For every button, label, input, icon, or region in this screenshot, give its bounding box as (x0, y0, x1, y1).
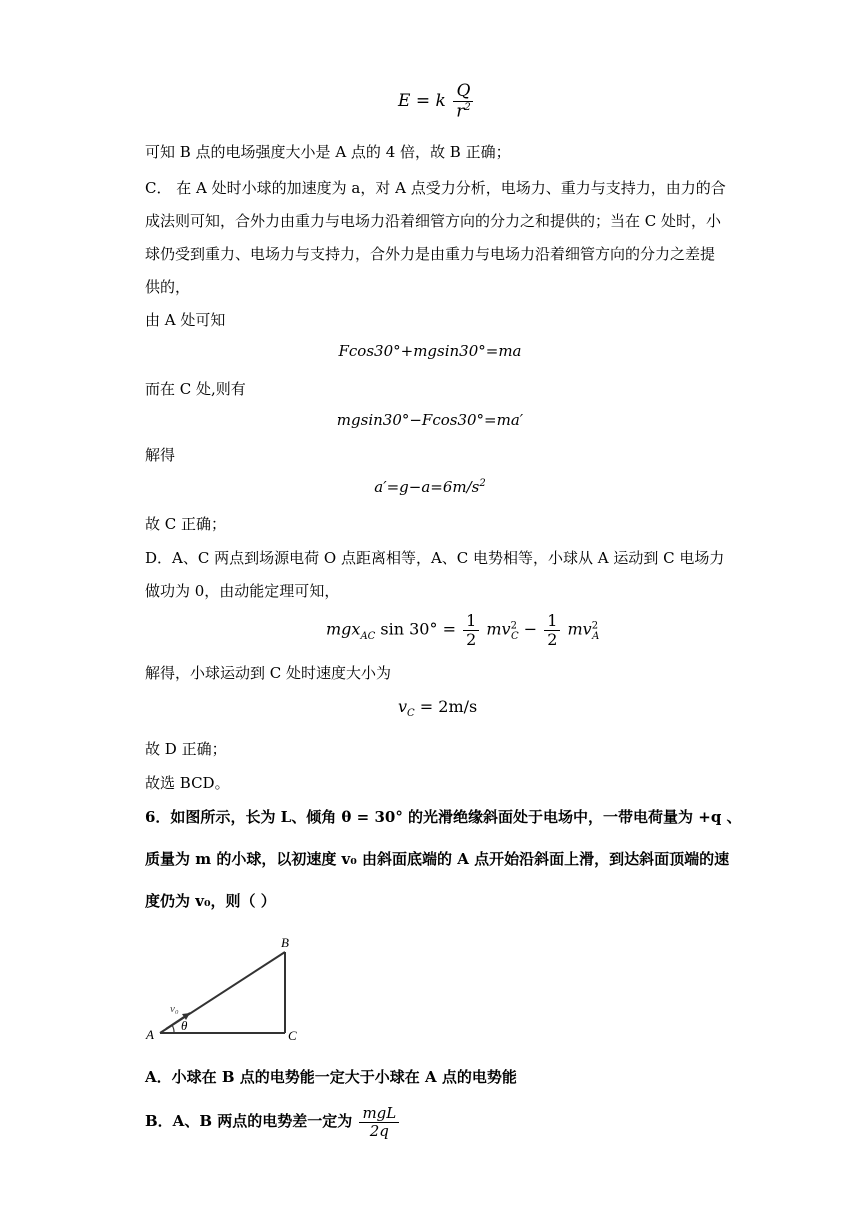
formula-e-eq: = (415, 91, 431, 112)
label-a: A (146, 1027, 154, 1042)
para-c-line2: 成法则可知，合外力由重力与电场力沿着细管方向的分力之和提供的；当在 C 处时，小 (145, 212, 722, 230)
question6-line2: 质量为 m 的小球，以初速度 v₀ 由斜面底端的 A 点开始沿斜面上滑，到达斜面顶端的速 (145, 850, 730, 868)
formula-e-k: k (435, 91, 446, 112)
para-c-line1: C． 在 A 处时小球的加速度为 a，对 A 点受力分析，电场力、重力与支持力，由力的合 (145, 179, 726, 197)
text-solve2: 解得，小球运动到 C 处时速度大小为 (145, 664, 392, 682)
text-choose: 故选 BCD。 (145, 774, 230, 792)
text-from-a: 由 A 处可知 (145, 311, 226, 329)
text-at-c: 而在 C 处,则有 (145, 380, 246, 398)
equation-c: mgsin30°−Fcos30°=ma′ (336, 411, 524, 429)
text-c-correct: 故 C 正确； (145, 515, 227, 533)
para-c-line4: 供的， (145, 278, 191, 296)
para-d-line2: 做功为 0，由动能定理可知， (145, 582, 340, 600)
label-c: C (288, 1028, 297, 1043)
text-b-correct: 可知 B 点的电场强度大小是 A 点的 4 倍，故 B 正确； (145, 143, 511, 161)
option-b: B．A、B 两点的电势差一定为 $\frac{\text{mgL}}{2q}$ (145, 1105, 401, 1139)
vc-equation: $v_C = 2m/s$ (398, 697, 478, 720)
text-d-correct: 故 D 正确； (145, 740, 227, 758)
theta-arc (172, 1025, 174, 1033)
question6-line3: 度仍为 v₀，则（ ） (145, 892, 276, 910)
formula-e-num: Q (453, 82, 473, 102)
label-b: B (281, 935, 289, 950)
para-c-line3: 球仍受到重力、电场力与支持力，合外力是由重力与电场力沿着细管方向的分力之差提 (145, 245, 716, 263)
equation-a: Fcos30°+mgsin30°=ma (338, 342, 522, 360)
formula-e-den: $r^2$ (456, 101, 471, 122)
question6-line1: 6．如图所示，长为 L、倾角 θ = 30° 的光滑绝缘斜面处于电场中，一带电荷量为 +q 、 (145, 808, 742, 826)
text-solve1: 解得 (145, 446, 176, 464)
label-v0: v₀ (170, 1003, 179, 1015)
option-a: A．小球在 B 点的电势能一定大于小球在 A 点的电势能 (145, 1068, 517, 1086)
para-d-line1: D．A、C 两点到场源电荷 O 点距离相等，A、C 电势相等，小球从 A 运动到 C 电场力 (145, 549, 725, 567)
energy-equation: mgx$_{AC}$ sin 30° = $\frac{1}{2}$ $mv^2_C$ − $\frac{1}{2}$ $mv^2_A$ (326, 611, 600, 649)
formula-e-lhs: E (398, 91, 411, 112)
formula-e (398, 82, 476, 121)
label-theta: θ (181, 1018, 188, 1033)
formula-e-fraction (453, 82, 474, 121)
equation-a-prime: $a'=g-a=6m/s^2$ (374, 478, 486, 496)
incline-figure (140, 930, 310, 1045)
